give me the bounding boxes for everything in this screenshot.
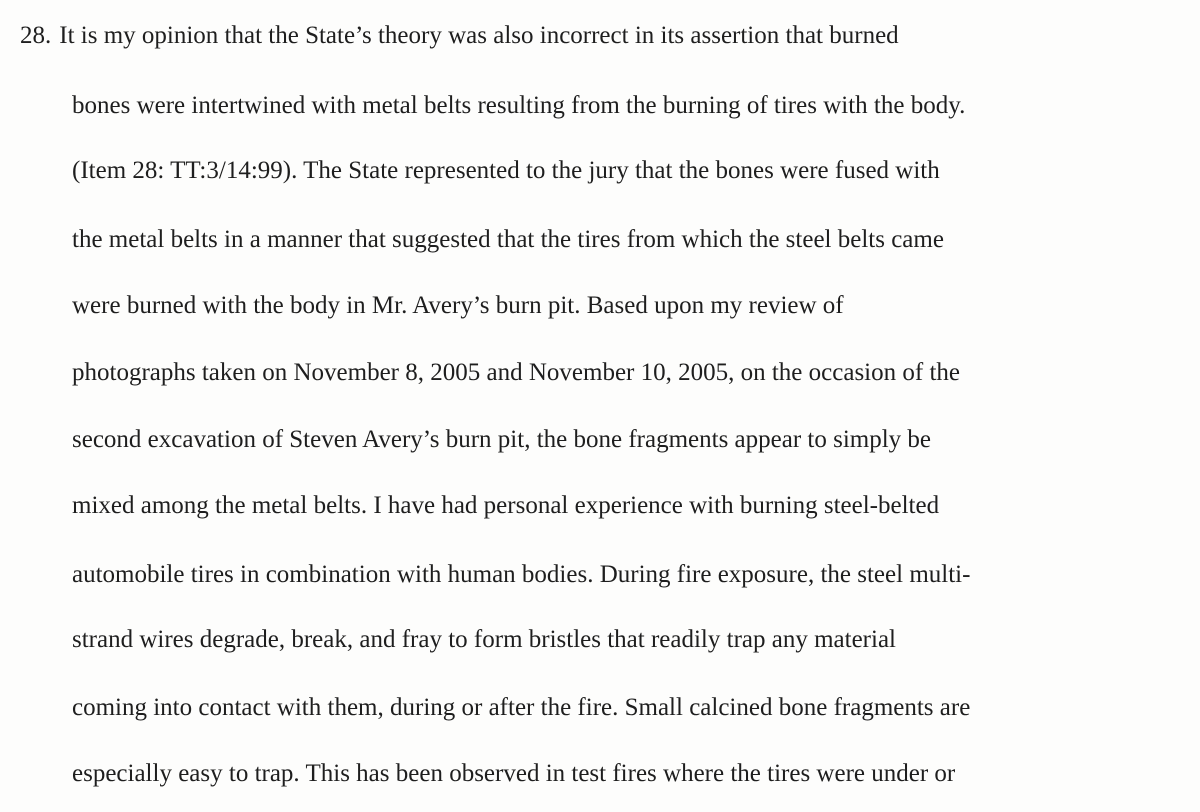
paragraph-line: strand wires degrade, break, and fray to form bristles that readily trap any material [72, 626, 896, 653]
paragraph-line: especially easy to trap. This has been observed in test fires where the tires were under or [72, 760, 956, 787]
paragraph-line: second excavation of Steven Avery’s burn pit, the bone fragments appear to simply be [72, 426, 932, 453]
paragraph-line: automobile tires in combination with human bodies. During fire exposure, the steel multi- [72, 561, 971, 588]
paragraph-line [20, 21, 899, 51]
paragraph-number: 28. [20, 22, 52, 49]
paragraph-line: photographs taken on November 8, 2005 and November 10, 2005, on the occasion of the [72, 359, 960, 386]
paragraph-line: coming into contact with them, during or after the fire. Small calcined bone fragments are [72, 694, 971, 721]
paragraph-line-text: It is my opinion that the State’s theory was also incorrect in its assertion that burned [59, 22, 899, 49]
paragraph-line: were burned with the body in Mr. Avery’s burn pit. Based upon my review of [72, 292, 844, 319]
paragraph-line: bones were intertwined with metal belts resulting from the burning of tires with the body. [72, 92, 966, 119]
paragraph-line: (Item 28: TT:3/14:99). The State represented to the jury that the bones were fused with [72, 157, 940, 184]
paragraph-line: the metal belts in a manner that suggested that the tires from which the steel belts came [72, 226, 944, 253]
paragraph-line: mixed among the metal belts. I have had personal experience with burning steel-belted [72, 492, 940, 519]
